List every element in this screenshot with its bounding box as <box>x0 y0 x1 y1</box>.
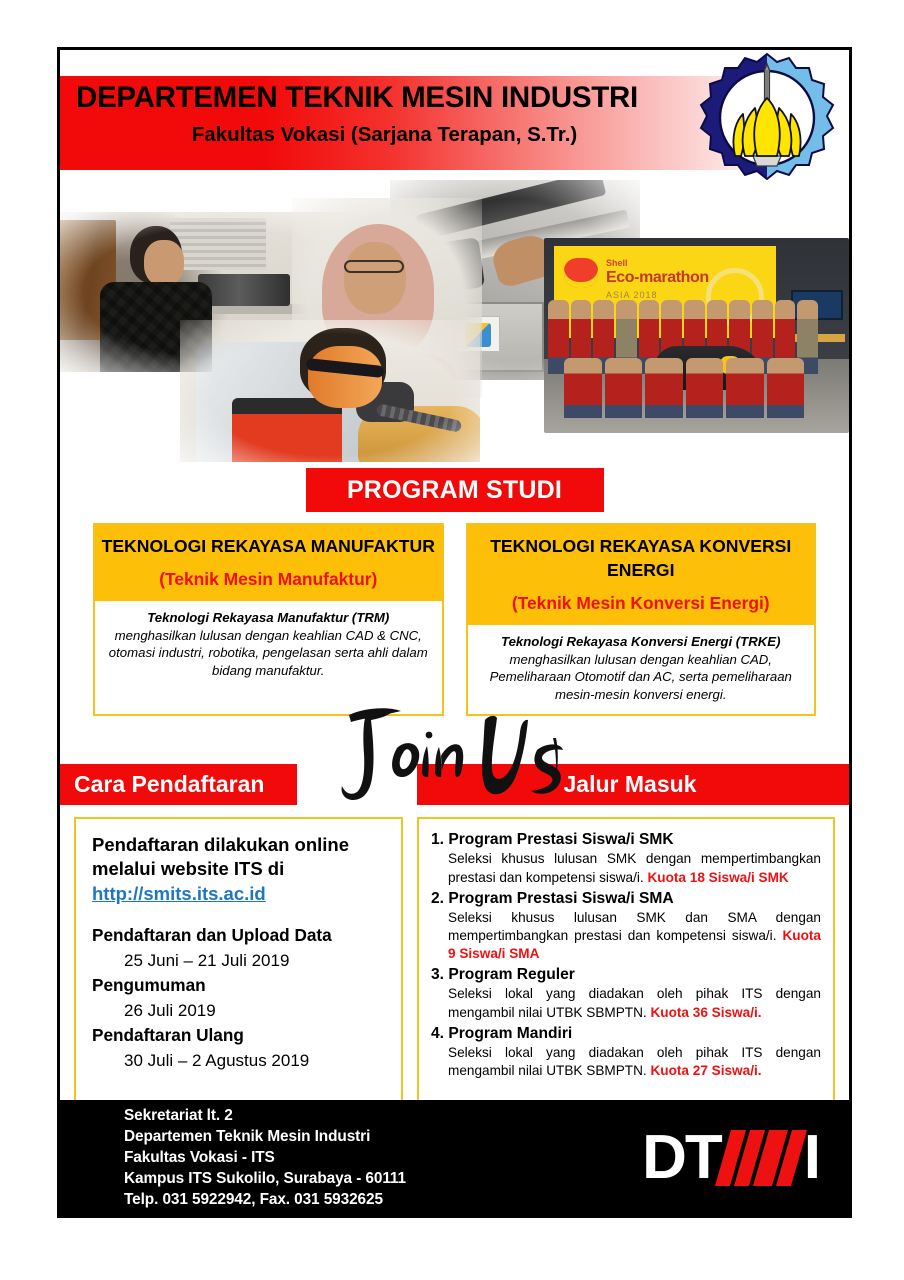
jalur-item-desc <box>431 909 821 964</box>
pendaftaran-item-label: Pendaftaran dan Upload Data <box>92 925 332 946</box>
smits-website-link[interactable]: http://smits.its.ac.id <box>92 883 266 905</box>
jalur-item-quota: Kuota 36 Siswa/i. <box>650 1004 762 1020</box>
jalur-item-desc-text: Seleksi lokal yang diadakan oleh pihak ITS dengan mengambil nilai UTBK SBMPTN. <box>448 1044 821 1078</box>
dtmi-logo-i: I <box>803 1122 821 1192</box>
jalur-masuk-column <box>417 764 849 1103</box>
photo-welding-student <box>180 320 480 462</box>
jalur-item-desc-text: Seleksi lokal yang diadakan oleh pihak ITS dengan mengambil nilai UTBK SBMPTN. <box>448 986 821 1020</box>
program-card-trm-desc-rest: menghasilkan lulusan dengan keahlian CAD & CNC, otomasi industri, robotika, pengelasan serta ahli dalam bidang manufaktur. <box>108 627 428 678</box>
program-card-trm-alias: (Teknik Mesin Manufaktur) <box>159 569 378 589</box>
jalur-item-title: 3. Program Reguler <box>431 966 575 984</box>
shell-banner-line2: Eco-marathon <box>606 269 709 286</box>
program-card-trke-desc <box>468 625 815 714</box>
jalur-item-desc <box>431 985 821 1021</box>
pendaftaran-item <box>92 973 387 1023</box>
photo-collage <box>60 180 849 462</box>
program-card-trke-head <box>468 525 815 625</box>
dtmi-logo-dt: DT <box>642 1122 721 1192</box>
pendaftaran-panel <box>74 817 403 1103</box>
jalur-item-desc-text: Seleksi khusus lulusan SMK dengan mempertimbangkan prestasi dan kompetensi siswa/i. <box>448 851 821 885</box>
footer-address-line3: Fakultas Vokasi - ITS <box>124 1149 275 1166</box>
jalur-masuk-banner: Jalur Masuk <box>417 764 849 805</box>
pendaftaran-item <box>92 923 387 973</box>
jalur-item <box>431 829 821 886</box>
jalur-item-quota: Kuota 27 Siswa/i. <box>650 1063 762 1078</box>
faculty-title: Fakultas Vokasi (Sarjana Terapan, S.Tr.) <box>191 123 578 146</box>
program-studi-cards <box>60 512 849 716</box>
pendaftaran-item <box>92 1023 387 1073</box>
dtmi-logo-mi-bars <box>723 1130 803 1186</box>
shell-banner-line3: ASIA 2018 <box>606 290 658 300</box>
footer-address-line2: Departemen Teknik Mesin Industri <box>124 1128 371 1145</box>
dtmi-logo <box>642 1122 821 1192</box>
program-card-trm-head <box>95 525 442 601</box>
program-card-trm-desc-bold: Teknologi Rekayasa Manufaktur (TRM) <box>147 610 390 625</box>
program-card-trke-desc-bold: Teknologi Rekayasa Konversi Energi (TRKE) <box>501 634 781 649</box>
pendaftaran-lead-line2: melalui website ITS di <box>92 858 285 880</box>
pendaftaran-item-label: Pengumuman <box>92 975 206 996</box>
jalur-masuk-panel <box>417 817 835 1103</box>
bottom-section <box>60 764 849 1103</box>
pendaftaran-item-date: 30 Juli – 2 Agustus 2019 <box>124 1051 310 1071</box>
shell-logo-icon <box>564 258 598 288</box>
footer-address-line4: Kampus ITS Sukolilo, Surabaya - 60111 <box>124 1170 406 1187</box>
jalur-item-quota: Kuota 9 Siswa/i SMA <box>448 927 821 962</box>
footer-address <box>60 1105 406 1210</box>
jalur-item <box>431 888 821 964</box>
program-card-trke-name: TEKNOLOGI REKAYASA KONVERSI ENERGI <box>490 536 792 580</box>
jalur-item-desc-text: Seleksi khusus lulusan SMK dan SMA dengan mempertimbangkan prestasi dan kompetensi siswa/i. <box>448 909 821 943</box>
jalur-item <box>431 964 821 1021</box>
jalur-item-title: 2. Program Prestasi Siswa/i SMA <box>431 889 674 907</box>
pendaftaran-item-date: 25 Juni – 21 Juli 2019 <box>124 951 290 971</box>
program-card-trm <box>93 523 444 716</box>
program-card-trke-alias: (Teknik Mesin Konversi Energi) <box>511 593 770 613</box>
program-card-trm-desc <box>95 601 442 690</box>
jalur-item-title: 1. Program Prestasi Siswa/i SMK <box>431 831 674 849</box>
department-title: DEPARTEMEN TEKNIK MESIN INDUSTRI <box>76 81 638 114</box>
pendaftaran-banner: Cara Pendaftaran <box>60 764 297 805</box>
pendaftaran-lead-line1: Pendaftaran dilakukan online <box>92 834 350 856</box>
program-card-trm-name: TEKNOLOGI REKAYASA MANUFAKTUR <box>101 536 435 556</box>
jalur-item <box>431 1023 821 1080</box>
program-studi-section <box>60 462 849 716</box>
jalur-item-title: 4. Program Mandiri <box>431 1024 573 1042</box>
footer-address-line5: Telp. 031 5922942, Fax. 031 5932625 <box>124 1191 383 1208</box>
poster-footer <box>60 1100 849 1215</box>
jalur-item-desc <box>431 1044 821 1080</box>
pendaftaran-item-label: Pendaftaran Ulang <box>92 1025 244 1046</box>
poster-root <box>57 47 852 1218</box>
jalur-item-quota: Kuota 18 Siswa/i SMK <box>647 869 789 885</box>
program-card-trke-desc-rest: menghasilkan lulusan dengan keahlian CAD, Pemeliharaan Otomotif dan AC, serta pemeliharaan mesin-mesin konversi energi. <box>489 651 792 702</box>
program-card-trke <box>466 523 817 716</box>
poster-header <box>60 50 849 180</box>
shell-banner-line1: Shell <box>606 258 628 268</box>
photo-shell-eco-marathon-team <box>544 238 849 433</box>
its-logo-icon <box>691 52 843 188</box>
pendaftaran-column <box>60 764 417 1103</box>
pendaftaran-item-date: 26 Juli 2019 <box>124 1001 216 1021</box>
program-studi-banner: PROGRAM STUDI <box>306 468 604 512</box>
footer-address-line1: Sekretariat lt. 2 <box>124 1107 233 1124</box>
jalur-item-desc <box>431 850 821 886</box>
